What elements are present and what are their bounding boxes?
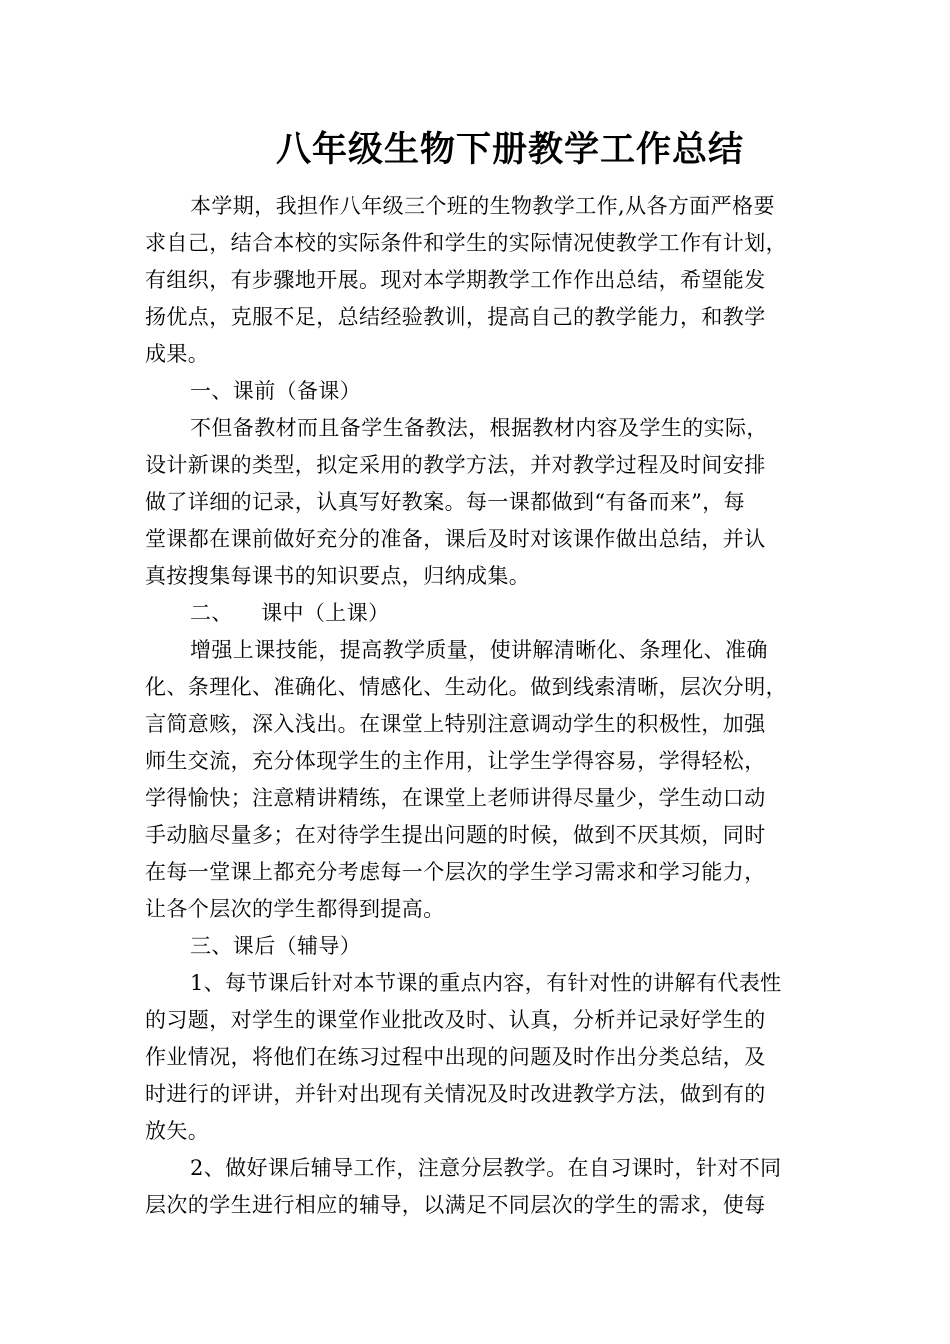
paragraph-line: 化、条理化、准确化、情感化、生动化。做到线索清晰，层次分明， bbox=[145, 675, 787, 699]
paragraph-line: 堂课都在课前做好充分的准备，课后及时对该课作做出总结，并认 bbox=[145, 527, 766, 551]
section-heading-class: 二、 课中（上课） bbox=[190, 601, 390, 625]
paragraph-line: 让各个层次的学生都得到提高。 bbox=[145, 897, 445, 921]
paragraph-line: 做了详细的记录，认真写好教案。每一课都做到“有备而来”，每 bbox=[145, 490, 746, 514]
paragraph-line: 不但备教材而且备学生备教法，根据教材内容及学生的实际， bbox=[190, 416, 768, 440]
paragraph-line: 作业情况，将他们在练习过程中出现的问题及时作出分类总结，及 bbox=[145, 1045, 766, 1069]
paragraph-line: 扬优点，克服不足，总结经验教训，提高自己的教学能力，和教学 bbox=[145, 305, 766, 329]
paragraph-line: 1、每节课后针对本节课的重点内容，有针对性的讲解有代表性 bbox=[190, 971, 782, 995]
paragraph-line: 手动脑尽量多；在对待学生提出问题的时候，做到不厌其烦，同时 bbox=[145, 823, 766, 847]
paragraph-line: 言简意赅，深入浅出。在课堂上特别注意调动学生的积极性，加强 bbox=[145, 712, 766, 736]
paragraph-line: 2、做好课后辅导工作，注意分层教学。在自习课时，针对不同 bbox=[190, 1156, 782, 1180]
paragraph-line: 的习题，对学生的课堂作业批改及时、认真，分析并记录好学生的 bbox=[145, 1008, 766, 1032]
paragraph-line: 放矢。 bbox=[145, 1119, 210, 1143]
paragraph-line: 层次的学生进行相应的辅导，以满足不同层次的学生的需求，使每 bbox=[145, 1193, 766, 1217]
paragraph-line: 本学期，我担作八年级三个班的生物教学工作,从各方面严格要 bbox=[190, 194, 775, 218]
paragraph-line: 真按搜集每课书的知识要点，归纳成集。 bbox=[145, 564, 531, 588]
paragraph-line: 时进行的评讲，并针对出现有关情况及时改进教学方法，做到有的 bbox=[145, 1082, 766, 1106]
paragraph-line: 设计新课的类型，拟定采用的教学方法，并对教学过程及时间安排 bbox=[145, 453, 766, 477]
paragraph-line: 有组织，有步骤地开展。现对本学期教学工作作出总结，希望能发 bbox=[145, 268, 766, 292]
paragraph-line: 学得愉快；注意精讲精练，在课堂上老师讲得尽量少，学生动口动 bbox=[145, 786, 766, 810]
paragraph-line: 在每一堂课上都充分考虑每一个层次的学生学习需求和学习能力， bbox=[145, 860, 766, 884]
paragraph-line: 增强上课技能，提高教学质量，使讲解清晰化、条理化、准确 bbox=[190, 638, 768, 662]
paragraph-line: 成果。 bbox=[145, 342, 210, 366]
section-heading-after: 三、课后（辅导） bbox=[190, 934, 362, 958]
paragraph-line: 求自己，结合本校的实际条件和学生的实际情况使教学工作有计划， bbox=[145, 231, 787, 255]
document-title: 八年级生物下册教学工作总结 bbox=[275, 129, 744, 170]
section-heading-prep: 一、课前（备课） bbox=[190, 379, 362, 403]
paragraph-line: 师生交流，充分体现学生的主作用，让学生学得容易，学得轻松， bbox=[145, 749, 766, 773]
